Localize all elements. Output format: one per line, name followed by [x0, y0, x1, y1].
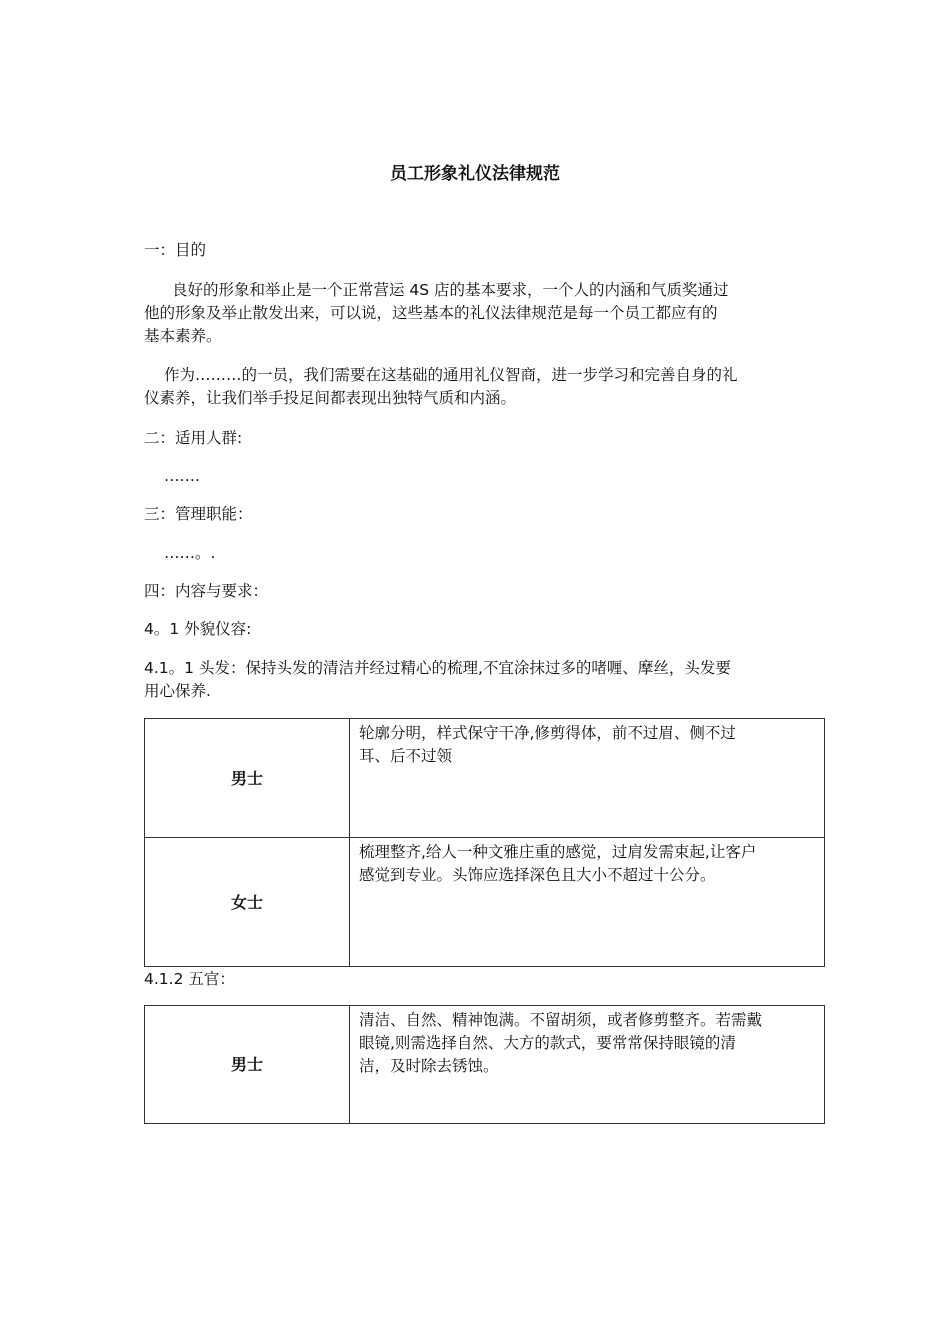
section-4-heading: 四：内容与要求：: [144, 582, 269, 600]
cell-line: 感觉到专业。头饰应选择深色且大小不超过十公分。: [359, 866, 716, 884]
face-heading: 4.1.2 五官：: [144, 970, 235, 988]
section-3-heading: 三：管理职能：: [144, 505, 253, 523]
hair-table: [144, 718, 825, 967]
cell-line: 清洁、自然、精神饱满。不留胡须，或者修剪整齐。若需戴: [359, 1011, 763, 1029]
cell-line: 洁，及时除去锈蚀。: [359, 1057, 499, 1075]
section-1-paragraph-2: [144, 364, 816, 410]
section-1-paragraph-1: [144, 279, 816, 348]
paragraph-line: 4.1。1 头发：保持头发的清洁并经过精心的梳理,不宜涂抹过多的啫喱、摩丝，头发要: [144, 659, 731, 677]
paragraph-line: 他的形象及举止散发出来，可以说，这些基本的礼仪法律规范是每一个员工都应有的: [144, 304, 718, 322]
hair-paragraph: [144, 657, 816, 703]
face-table: [144, 1005, 825, 1124]
section-4-sub-heading: 4。1 外貌仪容:: [144, 620, 252, 638]
section-1-heading: 一：目的: [144, 241, 207, 259]
section-2-content: …….: [164, 467, 200, 485]
table-row: [145, 838, 825, 967]
paragraph-line: 良好的形象和举止是一个正常营运 4S 店的基本要求，一个人的内涵和气质奖通过: [172, 281, 729, 299]
table-cell-desc: [350, 1006, 825, 1124]
cell-line: 眼镜,则需选择自然、大方的款式，要常常保持眼镜的清: [359, 1034, 736, 1052]
paragraph-line: 基本素养。: [144, 327, 222, 345]
table-cell-who: 男士: [145, 1006, 350, 1124]
section-3-content: ……。.: [164, 544, 216, 562]
paragraph-line: 用心保养.: [144, 682, 211, 700]
cell-line: 耳、后不过领: [359, 747, 453, 765]
cell-line: 梳理整齐,给人一种文雅庄重的感觉，过肩发需束起,让客户: [359, 843, 757, 861]
document-title: 员工形象礼仪法律规范: [390, 164, 560, 184]
table-row: [145, 719, 825, 838]
paragraph-line: 仪素养，让我们举手投足间都表现出独特气质和内涵。: [144, 389, 517, 407]
cell-line: 轮廓分明，样式保守干净,修剪得体，前不过眉、侧不过: [359, 724, 736, 742]
table-cell-who: 男士: [145, 719, 350, 838]
paragraph-line: 作为………的一员，我们需要在这基础的通用礼仪智商，进一步学习和完善自身的礼: [164, 366, 738, 384]
table-cell-desc: [350, 838, 825, 967]
section-2-heading: 二：适用人群:: [144, 429, 243, 447]
table-cell-who: 女士: [145, 838, 350, 967]
table-cell-desc: [350, 719, 825, 838]
table-row: [145, 1006, 825, 1124]
